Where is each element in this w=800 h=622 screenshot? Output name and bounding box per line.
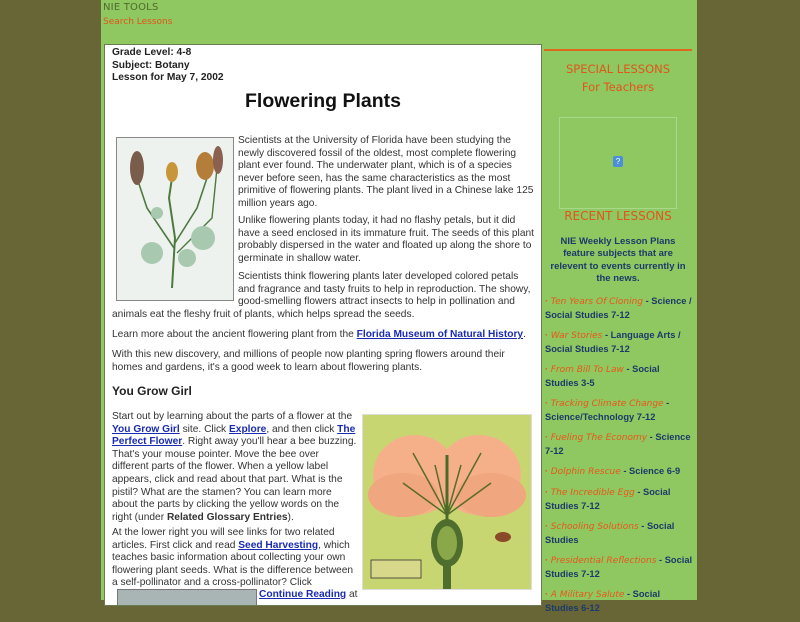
lesson-link[interactable]: Dolphin Rescue (550, 467, 621, 477)
lesson-subject: Science / Social Studies 7-12 (545, 296, 692, 320)
lesson-subject: Science 6-9 (629, 466, 681, 476)
nie-tools-label: NIE TOOLS (103, 2, 159, 13)
perfect-flower-link[interactable]: The Perfect Flower (112, 423, 356, 448)
lesson-subject: Social Studies 3-5 (545, 364, 660, 388)
sidebar (544, 49, 693, 613)
lesson-content (104, 44, 542, 606)
paragraph-4 (112, 329, 537, 342)
explore-link[interactable]: Explore (228, 423, 267, 435)
section-heading-you-grow-girl: You Grow Girl (112, 384, 192, 398)
p4-text: Learn more about the ancient flowering plant from the (112, 329, 357, 340)
list-item: · A Military Salute - Social Studies 6-12 (545, 589, 661, 613)
paragraph-5: With this new discovery, and millions of people now planting spring flowers around their homes and gardens, it's a good week to learn about flowering plants. (112, 349, 505, 373)
lesson-subject: Social Studies 6-12 (545, 589, 661, 613)
s1-text-e: ). (287, 511, 294, 523)
florida-museum-link[interactable]: Florida Museum of Natural History (356, 329, 524, 340)
list-item: · Presidential Reflections - Social Studies 7-12 (545, 555, 693, 579)
lesson-subject: Language Arts / Social Studies 7-12 (545, 330, 681, 354)
paragraph-2: Unlike flowering plants today, it had no flashy petals, but it did have a seed enclosed in its immature fruit. The seeds of this plant probably dispersed in the water and floated up along the shore to germinate in shallow water. (238, 215, 534, 264)
s1-text-c: , and then click (266, 423, 338, 435)
p4-end: . (523, 329, 526, 340)
s2-text-a: At the lower right you will see links for two related articles. First click and read (112, 527, 335, 551)
fossil-plant-illustration (116, 137, 234, 301)
lesson-subject: Science/Technology 7-12 (545, 412, 656, 422)
list-item: · From Bill To Law - Social Studies 3-5 (545, 364, 660, 388)
s1-text-d: . Right away you'll hear a bee buzzing. That's your mouse pointer. Move the bee over different parts of the flower. When a yellow label appears, click and read about that part. What is the pistil? What are the stamen? You can learn more about the parts by clicking the yellow words on the right (under (112, 436, 357, 523)
list-item: · Dolphin Rescue - Science 6-9 (545, 466, 681, 477)
special-lessons-title: SPECIAL LESSONS (565, 62, 671, 76)
lesson-link[interactable]: Presidential Reflections (550, 556, 657, 566)
list-item: · The Incredible Egg - Social Studies 7-12 (545, 487, 671, 511)
subject: Subject: Botany (112, 59, 190, 71)
continue-reading-link[interactable]: Continue Reading (259, 589, 347, 600)
s1-text-b: site. Click (179, 423, 229, 435)
s1-text-a: Start out by learning about the parts of a flower at the (112, 411, 353, 422)
lesson-subject: Social Studies 7-12 (545, 487, 671, 511)
lesson-date: Lesson for May 7, 2002 (112, 72, 224, 83)
list-item: · Ten Years Of Cloning - Science / Social Studies 7-12 (545, 296, 692, 320)
lesson-link[interactable]: War Stories (550, 331, 603, 341)
broken-image-icon: ? (613, 156, 623, 167)
glossary-entries-bold: Related Glossary Entries (166, 511, 288, 523)
lesson-link[interactable]: The Incredible Egg (550, 488, 635, 498)
recent-lessons-intro: NIE Weekly Lesson Plans feature subjects that are relevent to events currently in the news. (550, 236, 686, 284)
lesson-subject: Social Studies 7-12 (545, 555, 693, 579)
related-photo (117, 589, 257, 606)
list-item: · War Stories - Language Arts / Social Studies 7-12 (545, 330, 681, 354)
ad-placeholder[interactable] (559, 117, 677, 209)
recent-lessons-heading: RECENT LESSONS (564, 209, 672, 223)
lesson-link[interactable]: Ten Years Of Cloning (550, 297, 644, 307)
search-lessons-link[interactable]: Search Lessons (103, 17, 173, 27)
paragraph-3a: Scientists think flowering plants later developed colored petals and fragrance and tasty fruits to help in reproduction. The showy, good-smelling flowers attract insects to help in pollination and (238, 271, 531, 308)
lesson-subject: Social Studies (545, 521, 675, 545)
page-container (101, 0, 697, 613)
list-item: · Schooling Solutions - Social Studies (545, 521, 675, 545)
lesson-subject: Science 7-12 (545, 432, 691, 456)
list-item: · Fueling The Economy - Science 7-12 (545, 432, 691, 456)
lesson-link[interactable]: A Military Salute (550, 590, 625, 600)
lesson-meta (112, 47, 224, 85)
top-nav (103, 1, 172, 29)
s2-text-b: , which teaches basic information about collecting your own flowering plant seeds. What is the difference between a self-pollinator and a cross-pollinator? Click (112, 539, 354, 589)
lesson-link[interactable]: Schooling Solutions (550, 522, 639, 532)
paragraph-1: Scientists at the University of Florida have been studying the newly discovered fossil of the oldest, most complete flowering plant ever found. The underwater plant, which is of a species never before seen, has the same characteristics as the most primitive of flowering plants. The plant lived in a Chinese lake 125 million years ago. (238, 135, 534, 209)
sidebar-divider (544, 49, 692, 51)
perfect-flower-diagram[interactable] (362, 414, 532, 590)
lesson-link[interactable]: Tracking Climate Change (550, 399, 664, 409)
seed-harvesting-link[interactable]: Seed Harvesting (238, 539, 319, 551)
special-lessons-subtitle: For Teachers (581, 80, 655, 94)
list-item: · Tracking Climate Change - Science/Technology 7-12 (545, 398, 670, 422)
section-paragraph-2 (112, 527, 357, 590)
grade-level: Grade Level: 4-8 (112, 47, 192, 58)
lesson-link[interactable]: From Bill To Law (550, 365, 624, 375)
you-grow-girl-link[interactable]: You Grow Girl (112, 423, 180, 435)
s2-text-c: at (346, 589, 358, 600)
lesson-link[interactable]: Fueling The Economy (550, 433, 648, 443)
special-lessons-heading (544, 60, 692, 96)
paragraph-3b: animals eat the fleshy fruit of plants, which helps spread the seeds. (112, 309, 415, 320)
section-paragraph-1 (112, 411, 357, 524)
recent-lessons-list (545, 295, 695, 622)
page-title: Flowering Plants (244, 90, 402, 112)
